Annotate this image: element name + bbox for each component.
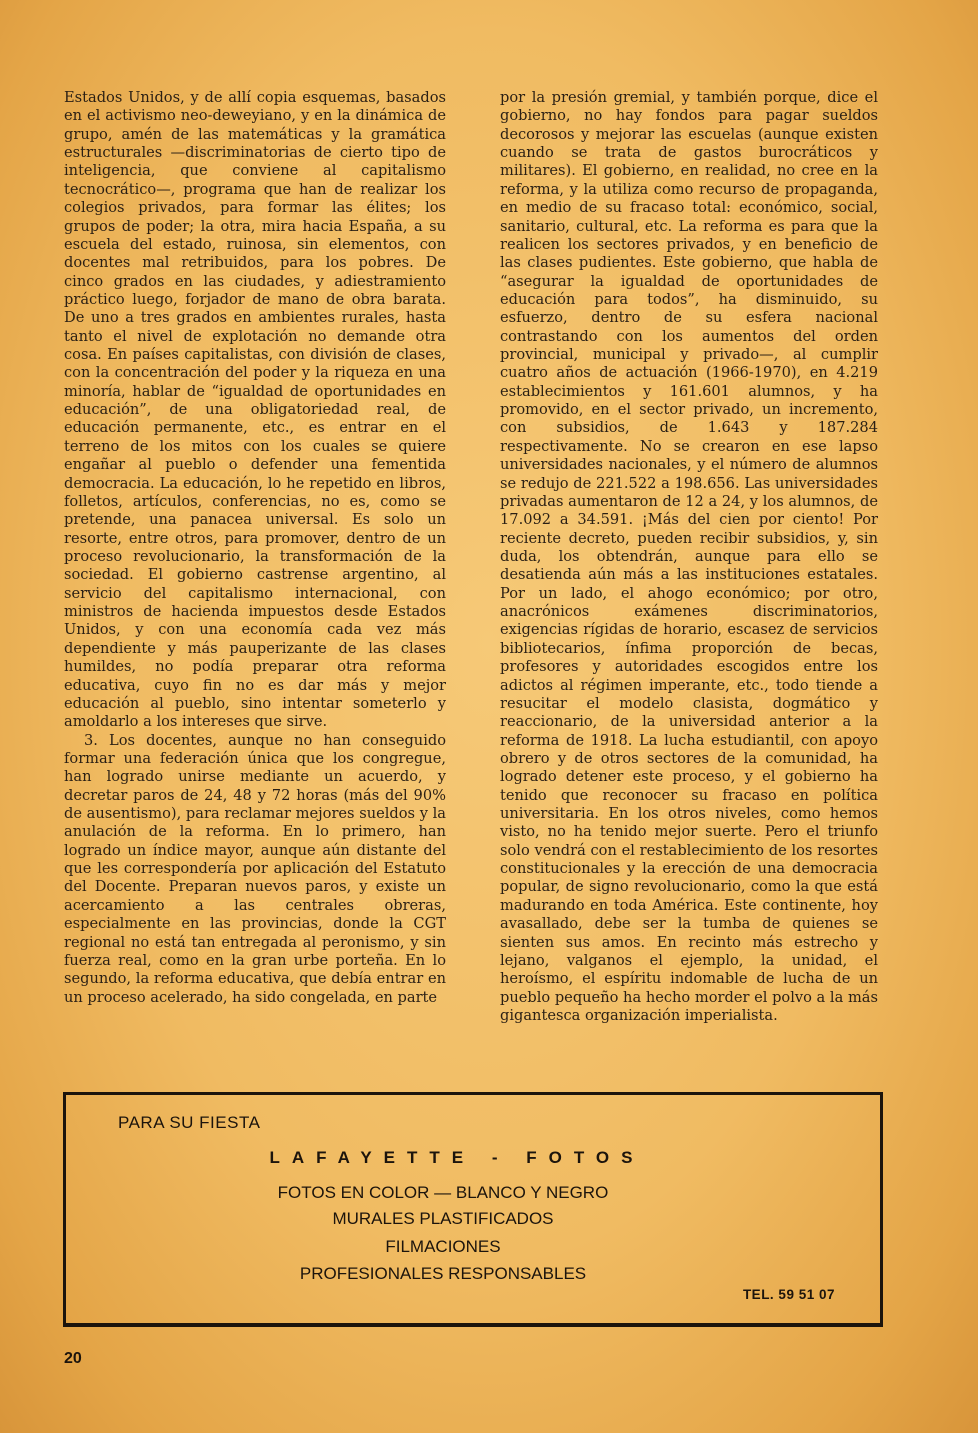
ad-service-line: FILMACIONES bbox=[385, 1237, 501, 1256]
ad-service-line: MURALES PLASTIFICADOS bbox=[332, 1209, 554, 1228]
ad-phone: TEL. 59 51 07 bbox=[742, 1287, 835, 1302]
article-column-right bbox=[500, 89, 878, 1025]
ad-service-line: PROFESIONALES RESPONSABLES bbox=[299, 1264, 587, 1283]
ad-service-line: FOTOS EN COLOR — BLANCO Y NEGRO bbox=[277, 1183, 609, 1202]
article-paragraph: 3. Los docentes, aunque no han conseguido formar una federación única que los congregue, han logrado unirse mediante un acuerdo, y decretar paros de 24, 48 y 72 horas (más del 90% de ausentismo), para reclamar mejores sueldos y la anulación de la reforma. En lo primero, han logrado un índice mayor, aunque aún distante del que les correspondería por aplicación del Estatuto del Docente. Preparan nuevos paros, y existe un acercamiento a las centrales obreras, especialmente en las provincias, donde la CGT regional no está tan entregada al peronismo, y sin fuerza real, como en la gran urbe porteña. En lo segundo, la reforma educativa, que debía entrar en un proceso acelerado, ha sido congelada, en parte bbox=[64, 731, 446, 1006]
article-paragraph: Estados Unidos, y de allí copia esquemas, basados en el activismo neo-deweyiano, y en la dinámica de grupo, amén de las matemáticas y la gramática estructurales —discriminatorias de cierto tipo de inteligencia, que conviene al capitalismo tecnocrático—, programa que han de realizar los colegios privados, para formar las élites; los grupos de poder; la otra, mira hacia España, a su escuela del estado, ruinosa, sin elementos, con docentes mal retribuidos, para los pobres. De cinco grados en las ciudades, y adiestramiento práctico luego, forjador de mano de obra barata. De uno a tres grados en ambientes rurales, hasta tanto el nivel de explotación no demande otra cosa. En países capitalistas, con división de clases, con la concentración del poder y la riqueza en una minoría, hablar de “igualdad de oportunidades en educación”, de una obligatoriedad real, de educación permanente, etc., es entrar en el terreno de los mitos con los cuales se quiere engañar al pueblo o defender una fementida democracia. La educación, lo he repetido en libros, folletos, artículos, conferencias, no es, como se pretende, una panacea universal. Es solo un resorte, entre otros, para promover, dentro de un proceso revolucionario, la transformación de la sociedad. El gobierno castrense argentino, al servicio del capitalismo internacional, con ministros de hacienda impuestos desde Estados Unidos, y con una economía cada vez más dependiente y más pauperizante de las clases humildes, no podía preparar otra reforma educativa, cuyo fin no es dar más y mejor educación al pueblo, sino intentar someterlo y amoldarlo a los intereses que sirve. bbox=[64, 89, 446, 731]
page-number: 20 bbox=[64, 1350, 82, 1367]
advertisement-box bbox=[63, 1092, 883, 1327]
article-paragraph: por la presión gremial, y también porque, dice el gobierno, no hay fondos para pagar sueldos decorosos y mejorar las escuelas (aunque existen cuando se trata de gastos burocráticos y militares). El gobierno, en realidad, no cree en la reforma, y la utiliza como recurso de propaganda, en medio de su fracaso total: económico, social, sanitario, cultural, etc. La reforma es para que la realicen los sectores privados, y en beneficio de las clases pudientes. Este gobierno, que habla de “asegurar la igualdad de oportunidades de educación para todos”, ha disminuido, su esfuerzo, dentro de su esfera nacional contrastando con los aumentos del orden provincial, municipal y privado—, al cumplir cuatro años de actuación (1966-1970), en 4.219 establecimientos y 161.601 alumnos, y ha promovido, en el sector privado, un incremento, con subsidios, de 1.643 y 187.284 respectivamente. No se crearon en ese lapso universidades nacionales, y el número de alumnos se redujo de 221.522 a 198.656. Las universidades privadas aumentaron de 12 a 24, y los alumnos, de 17.092 a 34.591. ¡Más del cien por ciento! Por reciente decreto, pueden recibir subsidios, y, sin duda, los obtendrán, aunque para ello se desatienda aún más a las instituciones estatales. Por un lado, el ahogo económico; por otro, anacrónicos exámenes discriminatorios, exigencias rígidas de horario, escasez de servicios bibliotecarios, ínfima proporción de becas, profesores y autoridades escogidos entre los adictos al régimen imperante, etc., todo tiende a resucitar el modelo clasista, dogmático y reaccionario, de la universidad anterior a la reforma de 1918. La lucha estudiantil, con apoyo obrero y de otros sectores de la comunidad, ha logrado detener este proceso, y el gobierno ha tenido que reconocer su fracaso en política universitaria. En los otros niveles, como hemos visto, no ha tenido mejor suerte. Pero el triunfo solo vendrá con el restablecimiento de los resortes constitucionales y la erección de una democracia popular, de signo revolucionario, como la que está madurando en toda América. Este continente, hoy avasallado, debe ser la tumba de quienes se sienten sus amos. En recinto más estrecho y lejano, valganos el ejemplo, la unidad, el heroísmo, el espíritu indomable de lucha de un pueblo pequeño ha hecho morder el polvo a la más gigantesca organización imperialista. bbox=[500, 89, 878, 1024]
article-column-left bbox=[64, 89, 446, 1007]
ad-intro: PARA SU FIESTA bbox=[118, 1113, 261, 1132]
ad-brand: LAFAYETTE - FOTOS bbox=[269, 1148, 645, 1167]
